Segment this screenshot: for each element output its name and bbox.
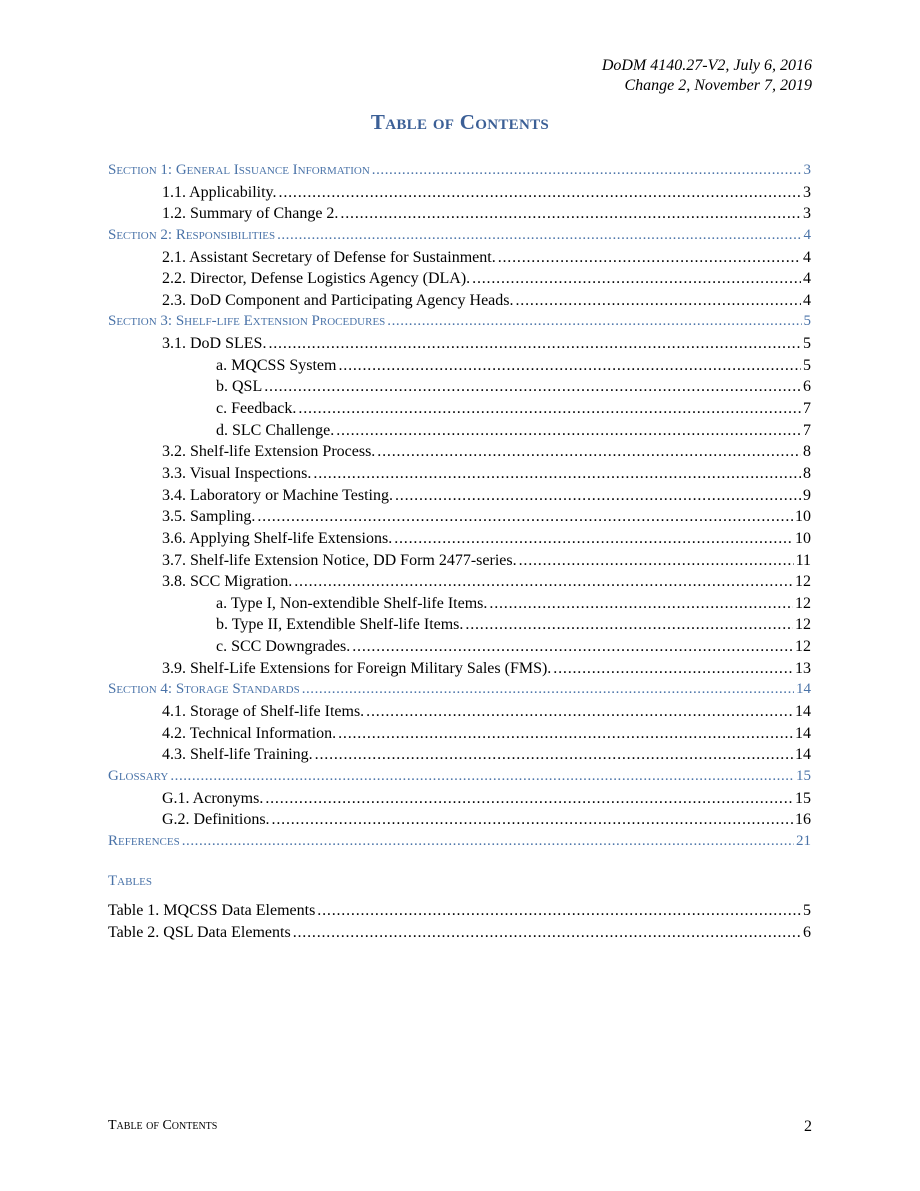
toc-entry-label: 4.1. Storage of Shelf-life Items.: [162, 703, 365, 721]
table-list-entry-label: Table 1. MQCSS Data Elements: [108, 902, 316, 919]
toc-entry-label: d. SLC Challenge.: [216, 421, 335, 439]
dot-leader: [472, 270, 801, 288]
dot-leader: [279, 184, 801, 202]
dot-leader: [277, 227, 801, 244]
toc-entry-page: 12: [795, 573, 811, 591]
dot-leader: [338, 357, 801, 375]
dot-leader: [395, 487, 801, 505]
toc-entry-page: 4: [803, 291, 811, 309]
toc-entry[interactable]: [108, 616, 811, 638]
toc-entry-page: 11: [795, 551, 811, 569]
toc-entry-label: b. Type II, Extendible Shelf-life Items.: [216, 616, 464, 634]
dot-leader: [268, 335, 801, 353]
toc-entry[interactable]: [108, 790, 811, 812]
toc-entry-page: 10: [795, 508, 811, 526]
toc-entry-label: 2.1. Assistant Secretary of Defense for Sustainment.: [162, 248, 496, 266]
toc-entry[interactable]: [108, 270, 811, 292]
toc-entry-page: 7: [803, 400, 811, 418]
toc-entry-label: a. MQCSS System: [216, 356, 337, 374]
toc-entry-page: 8: [803, 443, 811, 461]
tables-heading: Tables: [108, 873, 152, 889]
toc-entry-label: 4.2. Technical Information.: [162, 724, 337, 742]
toc-entry-label: b. QSL: [216, 378, 263, 396]
toc-entry[interactable]: [108, 552, 811, 574]
toc-entry-page: 14: [796, 681, 811, 698]
dot-leader: [272, 811, 793, 829]
toc-entry-page: 3: [803, 205, 811, 223]
toc-entry[interactable]: [108, 573, 811, 595]
toc-entry-page: 5: [803, 335, 811, 353]
toc-entry-label: 3.3. Visual Inspections.: [162, 464, 312, 482]
dot-leader: [465, 616, 793, 634]
table-list-entry-label: Table 2. QSL Data Elements: [108, 923, 291, 941]
toc-entry[interactable]: [108, 746, 811, 768]
toc-entry-label: 1.2. Summary of Change 2.: [162, 205, 339, 223]
toc-entry[interactable]: [108, 162, 811, 184]
toc-entry-page: 14: [795, 724, 811, 742]
toc-entry-page: 5: [803, 313, 811, 330]
dot-leader: [489, 595, 793, 613]
dot-leader: [516, 292, 802, 310]
dot-leader: [338, 725, 793, 743]
toc-entry[interactable]: [108, 638, 811, 660]
toc-entry-page: 15: [795, 789, 811, 807]
header-issuance-date: DoDM 4140.27-V2, July 6, 2016: [601, 57, 812, 74]
dot-leader: [352, 638, 793, 656]
toc-entry[interactable]: [108, 595, 811, 617]
toc-entry[interactable]: [108, 205, 811, 227]
toc-entry-label: 4.3. Shelf-life Training.: [162, 746, 313, 764]
toc-entry-label: Section 1: General Issuance Information: [108, 162, 370, 178]
toc-entry-label: References: [108, 832, 180, 849]
toc-entry-label: Section 2: Responsibilities: [108, 226, 276, 243]
toc-entry-label: 1.1. Applicability.: [162, 183, 277, 201]
toc-entry-page: 14: [795, 746, 811, 764]
footer-section-label: Table of Contents: [108, 1118, 218, 1133]
toc-entry-label: 2.3. DoD Component and Participating Agency Heads.: [162, 291, 514, 309]
toc-entry-label: Section 3: Shelf-life Extension Procedures: [108, 313, 386, 330]
toc-entry[interactable]: [108, 487, 811, 509]
toc-entry-label: 3.1. DoD SLES.: [162, 335, 267, 353]
toc-entry-label: 3.7. Shelf-life Extension Notice, DD Form 2477-series.: [162, 551, 517, 569]
header-change-date: Change 2, November 7, 2019: [624, 77, 812, 94]
toc-entry[interactable]: [108, 292, 811, 314]
toc-entry[interactable]: [108, 400, 811, 422]
toc-entry[interactable]: [108, 725, 811, 747]
toc-entry[interactable]: [108, 249, 811, 271]
dot-leader: [340, 205, 801, 223]
toc-entry-page: 21: [796, 832, 811, 849]
toc-entry[interactable]: [108, 811, 811, 833]
toc-entry[interactable]: [108, 768, 811, 790]
dot-leader: [366, 703, 793, 721]
dot-leader: [394, 530, 793, 548]
toc-entry-label: c. Feedback.: [216, 400, 297, 418]
toc-entry-page: 7: [803, 421, 811, 439]
toc-entry-label: 3.5. Sampling.: [162, 508, 256, 526]
dot-leader: [170, 768, 794, 785]
toc-entry-label: Glossary: [108, 767, 169, 784]
toc-entry[interactable]: [108, 313, 811, 335]
dot-leader: [317, 902, 801, 920]
dot-leader: [265, 790, 793, 808]
dot-leader: [257, 508, 793, 526]
toc-entry-page: 12: [795, 594, 811, 612]
dot-leader: [372, 162, 802, 179]
toc-entry-label: 3.4. Laboratory or Machine Testing.: [162, 486, 393, 504]
toc-entry-page: 10: [795, 529, 811, 547]
dot-leader: [182, 833, 794, 850]
dot-leader: [264, 378, 801, 396]
dot-leader: [313, 465, 801, 483]
toc-entry[interactable]: [108, 227, 811, 249]
toc-entry[interactable]: [108, 422, 811, 444]
toc-entry[interactable]: [108, 378, 811, 400]
footer-page-number: 2: [804, 1118, 812, 1135]
toc-entry-page: 16: [795, 811, 811, 829]
toc-entry-page: 4: [803, 226, 811, 243]
toc-entry[interactable]: [108, 660, 811, 682]
dot-leader: [553, 660, 793, 678]
tables-list: [108, 902, 811, 945]
toc-entry-page: 15: [796, 767, 811, 784]
toc-entry-page: 3: [803, 162, 811, 178]
table-list-entry-page: 5: [803, 902, 811, 919]
toc-entry-label: a. Type I, Non-extendible Shelf-life Items.: [216, 594, 488, 612]
table-list-entry[interactable]: [108, 902, 811, 924]
toc-entry[interactable]: [108, 465, 811, 487]
toc-entry-page: 13: [795, 659, 811, 677]
toc-entry-label: 3.2. Shelf-life Extension Process.: [162, 443, 376, 461]
toc-entry-page: 4: [803, 270, 811, 288]
dot-leader: [315, 746, 793, 764]
toc-entry-page: 14: [795, 703, 811, 721]
toc-entry[interactable]: [108, 681, 811, 703]
page-title: Table of Contents: [370, 110, 550, 134]
dot-leader: [377, 443, 801, 461]
toc-entry[interactable]: [108, 703, 811, 725]
dot-leader: [298, 400, 801, 418]
toc-entry[interactable]: [108, 184, 811, 206]
toc-entry-label: c. SCC Downgrades.: [216, 638, 351, 656]
dot-leader: [293, 924, 801, 942]
toc-entry-page: 9: [803, 486, 811, 504]
toc-entry-label: G.2. Definitions.: [162, 811, 270, 829]
dot-leader: [302, 681, 794, 698]
toc-list: [108, 162, 811, 855]
toc-entry-label: Section 4: Storage Standards: [108, 681, 300, 698]
toc-entry-page: 5: [803, 356, 811, 374]
toc-entry[interactable]: [108, 335, 811, 357]
toc-entry-page: 3: [803, 183, 811, 201]
dot-leader: [336, 422, 801, 440]
toc-entry-label: 3.8. SCC Migration.: [162, 573, 293, 591]
toc-entry-label: G.1. Acronyms.: [162, 789, 264, 807]
toc-entry[interactable]: [108, 833, 811, 855]
dot-leader: [519, 552, 794, 570]
table-list-entry-page: 6: [803, 923, 811, 941]
toc-entry-page: 12: [795, 616, 811, 634]
dot-leader: [294, 573, 793, 591]
toc-entry[interactable]: [108, 443, 811, 465]
dot-leader: [498, 249, 801, 267]
toc-entry-label: 2.2. Director, Defense Logistics Agency (DLA).: [162, 270, 471, 288]
toc-entry-page: 12: [795, 638, 811, 656]
toc-entry[interactable]: [108, 508, 811, 530]
toc-entry-page: 6: [803, 378, 811, 396]
toc-entry-label: 3.6. Applying Shelf-life Extensions.: [162, 529, 393, 547]
toc-entry-page: 4: [803, 248, 811, 266]
toc-entry[interactable]: [108, 530, 811, 552]
toc-entry-label: 3.9. Shelf-Life Extensions for Foreign Military Sales (FMS).: [162, 659, 552, 677]
toc-entry[interactable]: [108, 357, 811, 379]
dot-leader: [387, 313, 801, 330]
table-list-entry[interactable]: [108, 924, 811, 946]
toc-entry-page: 8: [803, 464, 811, 482]
